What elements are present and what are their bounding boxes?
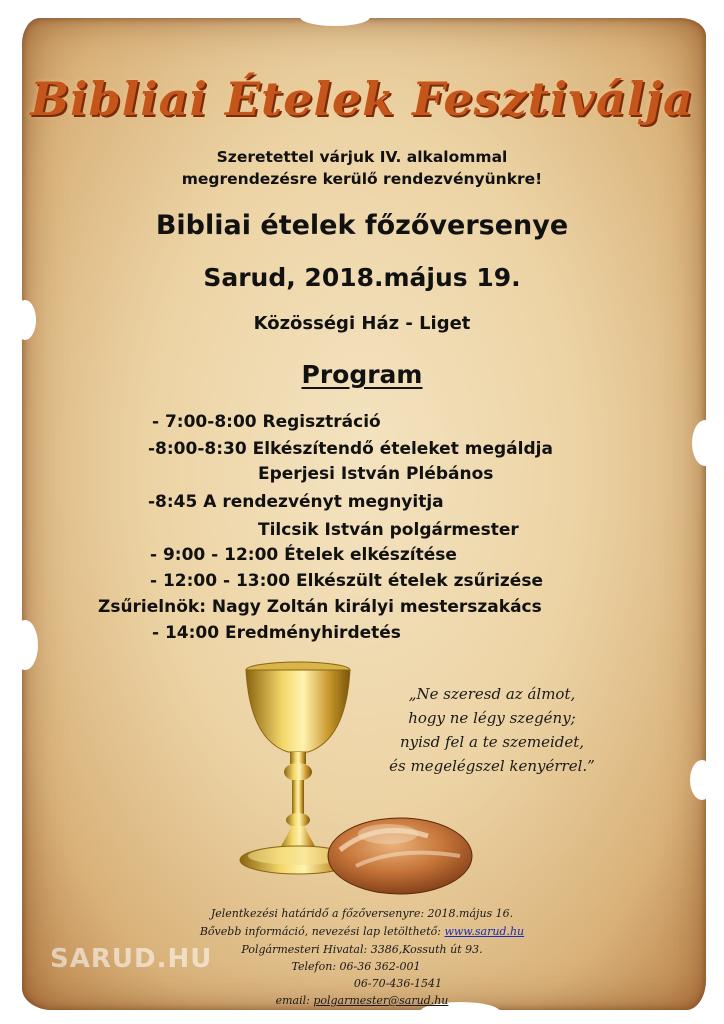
website-link[interactable]: www.sarud.hu — [444, 925, 525, 938]
contest-heading: Bibliai ételek főzőversenye — [155, 210, 569, 241]
email-line — [0, 994, 724, 1007]
torn-edge — [692, 420, 718, 466]
quote-line-1: „Ne szeresd az álmot, — [408, 685, 576, 703]
program-heading-text: Program — [301, 360, 423, 389]
email-link[interactable]: polgarmester@sarud.hu — [313, 994, 449, 1007]
quote-line-3: nyisd fel a te szemeidet, — [399, 733, 585, 751]
welcome-line-1: Szeretettel várjuk IV. alkalommal — [216, 148, 508, 166]
program-item: - 9:00 - 12:00 Ételek elkészítése — [150, 545, 457, 565]
event-date: Sarud, 2018.május 19. — [203, 263, 521, 292]
registration-deadline: Jelentkezési határidő a főzőversenyre: 2018.május 16. — [210, 907, 514, 920]
program-item-detail: Zsűrielnök: Nagy Zoltán királyi mesterszakács — [98, 597, 542, 617]
program-item: -8:45 A rendezvényt megnyitja — [148, 492, 444, 512]
torn-edge — [12, 620, 38, 670]
program-item: - 12:00 - 13:00 Elkészült ételek zsűrizése — [150, 571, 543, 591]
phone-label: Telefon: — [291, 960, 337, 973]
quote-line-2: hogy ne légy szegény; — [408, 709, 576, 727]
email-label: email: — [275, 994, 310, 1007]
phone-line-2 — [36, 977, 724, 990]
torn-edge — [690, 760, 714, 800]
event-venue: Közösségi Ház - Liget — [253, 313, 471, 334]
program-item: - 7:00-8:00 Regisztráció — [152, 412, 381, 432]
phone-number-2: 06-70-436-1541 — [353, 977, 443, 990]
welcome-text — [0, 146, 724, 190]
more-info-text: Bővebb információ, nevezési lap letölthető: — [199, 925, 441, 938]
office-address: Polgármesteri Hivatal: 3386,Kossuth út 93. — [241, 943, 483, 956]
welcome-line-2: megrendezésre kerülő rendezvényünkre! — [181, 170, 543, 188]
program-item-detail: Tilcsik István polgármester — [258, 520, 519, 540]
festival-title: Bibliai Ételek Fesztiválja — [30, 72, 694, 126]
program-item-detail: Eperjesi István Plébános — [258, 464, 494, 484]
bread-icon — [328, 818, 472, 894]
quote-line-4: és megelégszel kenyérrel.” — [389, 757, 595, 775]
program-item: -8:00-8:30 Elkészítendő ételeket megáldja — [148, 439, 553, 459]
more-info-line — [0, 925, 724, 938]
program-item: - 14:00 Eredményhirdetés — [152, 623, 401, 643]
phone-number-1: 06-36 362-001 — [339, 960, 421, 973]
bible-quote — [372, 682, 612, 778]
torn-edge — [300, 8, 370, 26]
site-watermark: SARUD.HU — [50, 944, 213, 974]
program-heading — [0, 360, 724, 389]
